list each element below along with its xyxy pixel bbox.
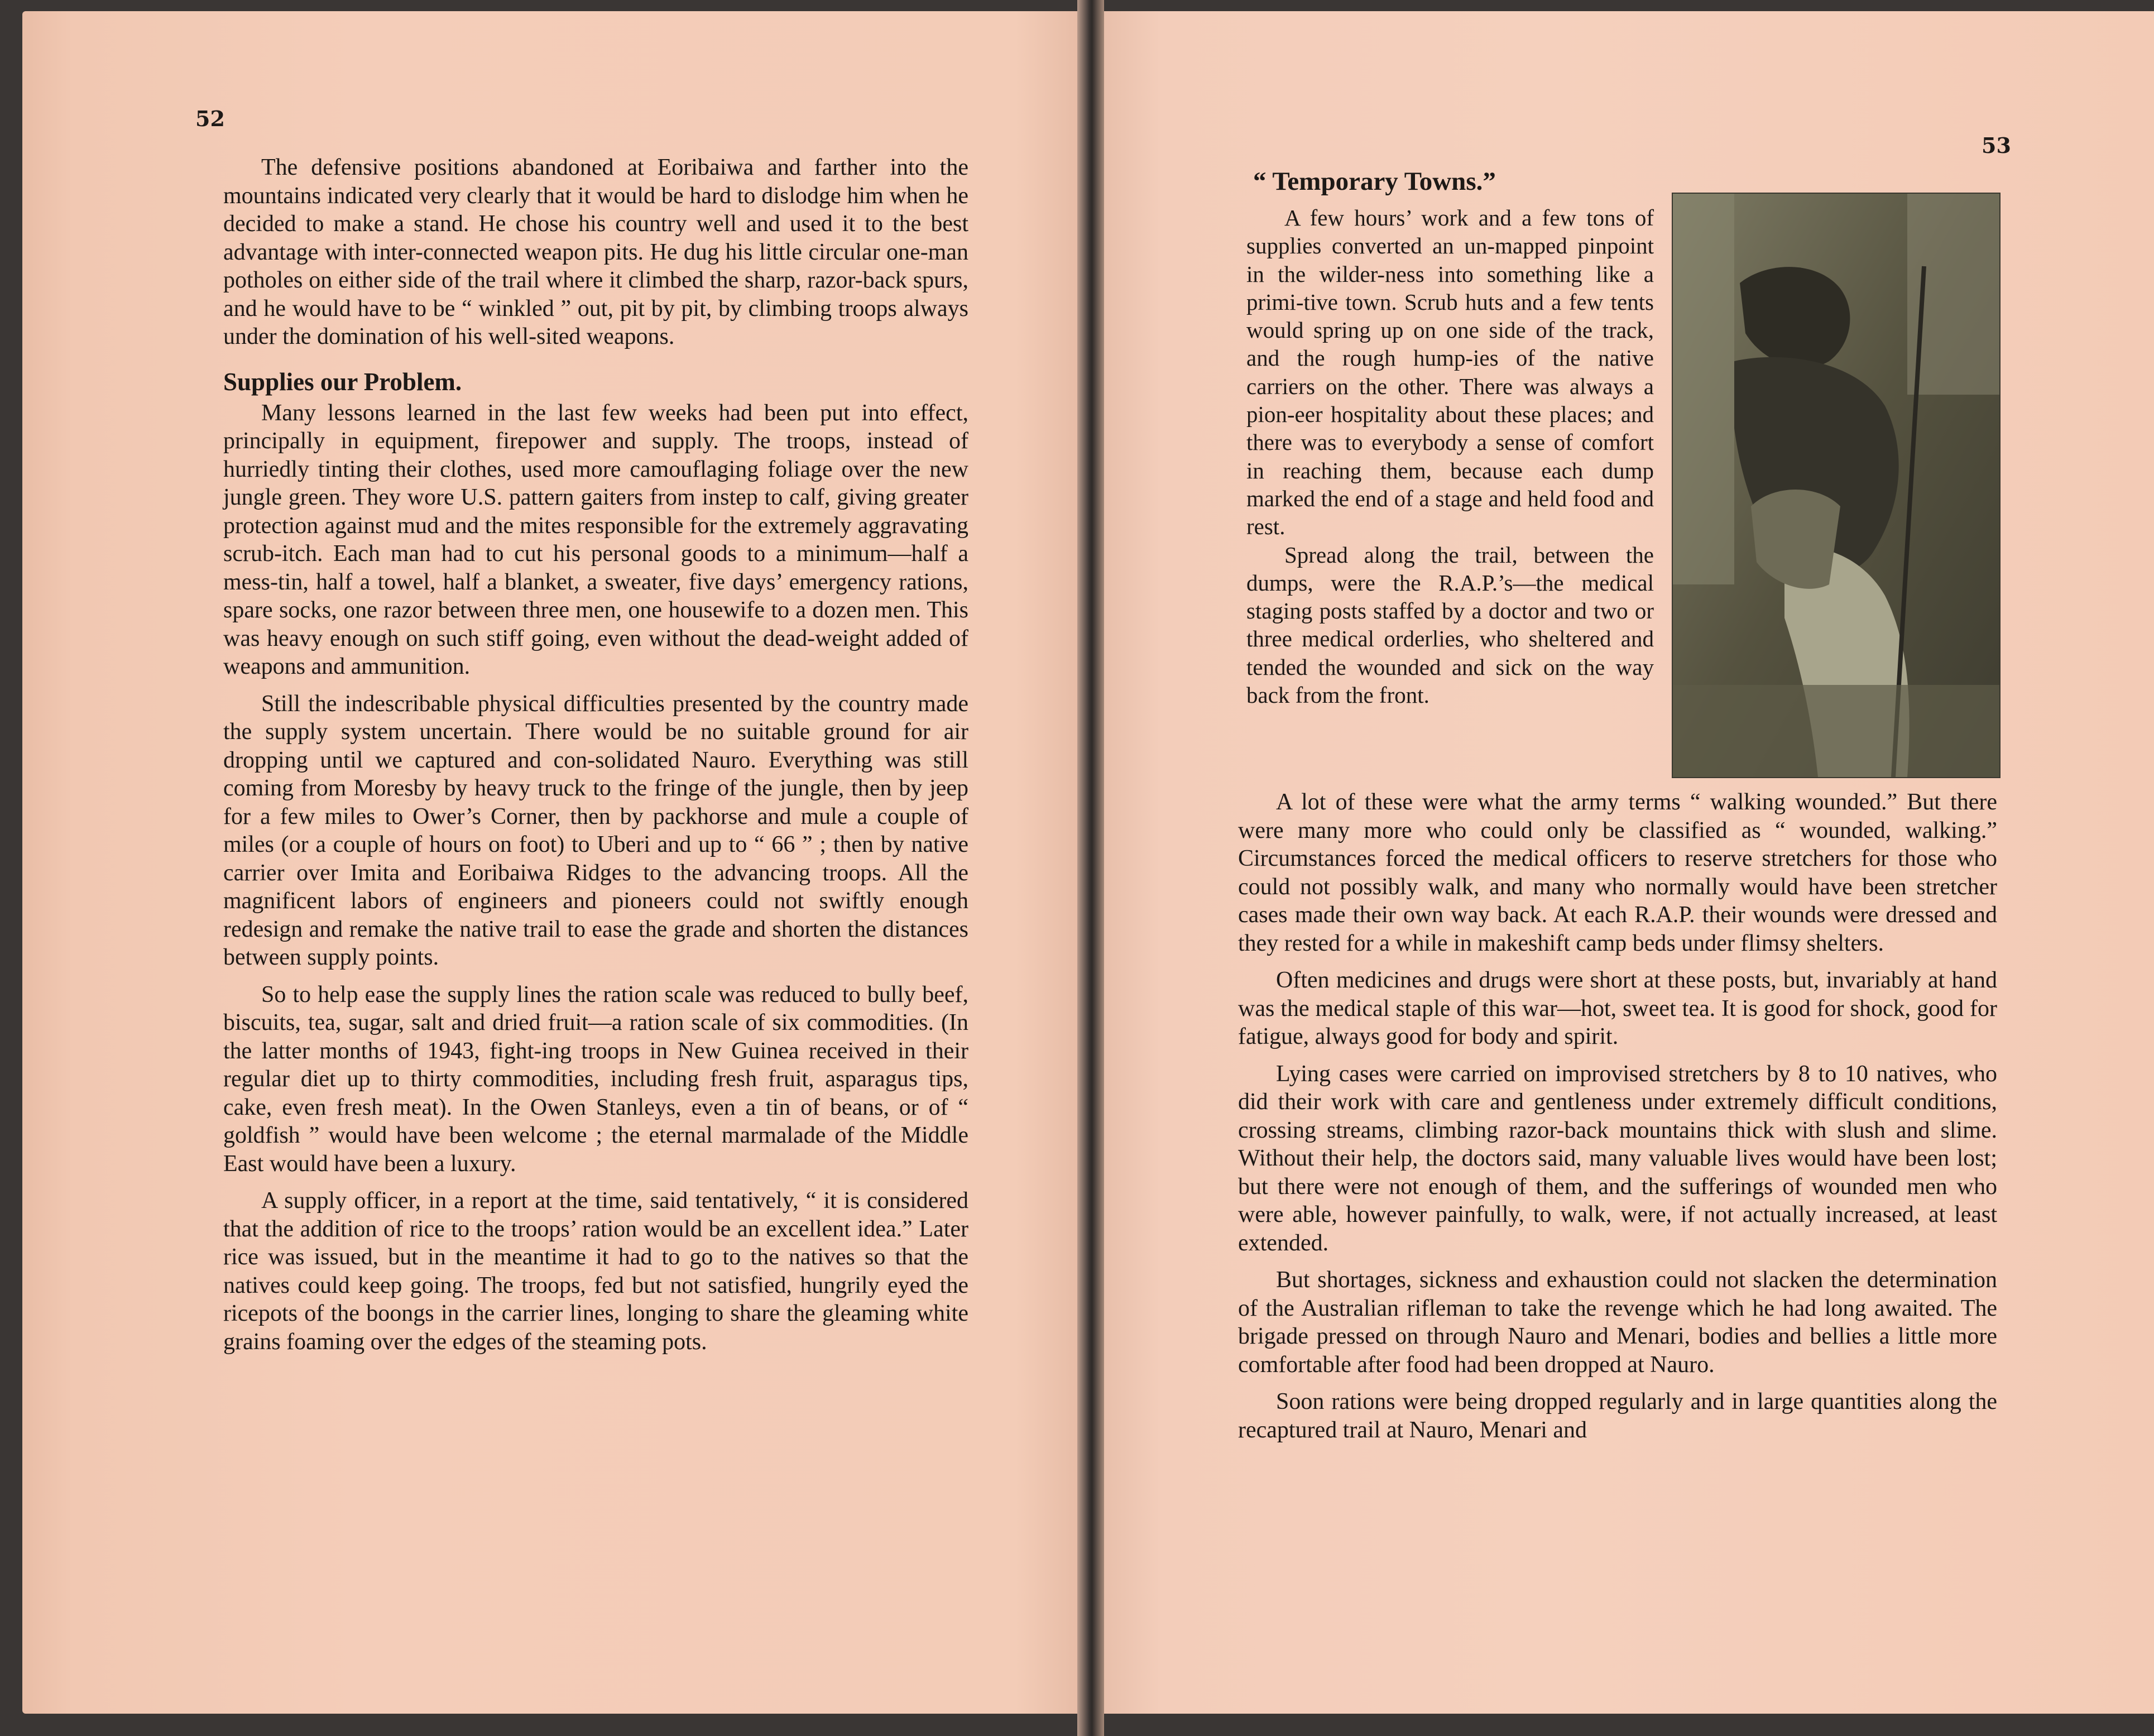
book-gutter (1077, 0, 1104, 1736)
paragraph: A supply officer, in a report at the time, said tentatively, “ it is considered that the addition of rice to the troops’ ration would be an excellent idea.” Later rice was issued, but in the meantime it had to go to the natives so that the natives could keep going. The troops, fed but not satisfied, hungrily eyed the ricepots of the boongs in the carrier lines, longing to share the gleaming white grains foaming over the edges of the steaming pots. (223, 1188, 968, 1355)
paragraph: The defensive positions abandoned at Eoribaiwa and farther into the mountains indicated very clearly that it would be hard to dislodge him when he decided to make a stand. He chose his country well and used it to the best advantage with inter-connected weapon pits. He dug his little circular one-man potholes on either side of the trail where it climbed the sharp, razor-back spurs, and he would have to be “ winkled ” out, pit by pit, by climbing troops always under the domination of his well-sited weapons. (223, 155, 968, 349)
photo-image (1673, 194, 1999, 777)
section-heading: “ Temporary Towns.” (1253, 167, 1496, 196)
paragraph: Spread along the trail, between the dumps, were the R.A.P.’s—the medical staging posts staffed by a doctor and two or three medical orderlies, who sheltered and tended the wounded and sick on the way back from the front. (1246, 541, 1654, 708)
paragraph: Often medicines and drugs were short at these posts, but, invariably at hand was the medical staple of this war—hot, sweet tea. It is good for shock, good for fatigue, always good for body and spirit. (1238, 967, 1997, 1049)
paragraph: A lot of these were what the army terms “ walking wounded.” But there were many more who could only be classified as “ wounded, walking.” Circumstances forced the medical officers to reserve stretchers for those who could not possibly walk, and many who normally would have been stretcher cases made their own way back. At each R.A.P. their wounds were dressed and they rested for a while in makeshift camp beds under flimsy shelters. (1238, 789, 1997, 956)
soldier-in-jungle-photo (1672, 193, 2001, 778)
paragraph: So to help ease the supply lines the ration scale was reduced to bully beef, biscuits, tea, sugar, salt and dried fruit—a ration scale of six commodities. (In the latter months of 1943, fight-ing troops in New Guinea received in their regular diet up to thirty commodities, including fresh fruit, asparagus tips, cake, even fresh meat). In the Owen Stanleys, even a tin of beans, or of “ goldfish ” would have been welcome ; the eternal marmalade of the Middle East would have been a luxury. (223, 981, 968, 1177)
section-heading: Supplies our Problem. (223, 367, 462, 396)
paragraph: A few hours’ work and a few tons of supplies converted an un-mapped pinpoint in the wilder-ness into something like a primi-tive town. Scrub huts and a few tents would spring up on one side of the track, and the rough hump-ies of the native carriers on the other. There was always a pion-eer hospitality about these places; and there was to everybody a sense of comfort in reaching them, because each dump marked the end of a stage and held food and rest. (1246, 205, 1654, 540)
paragraph: Many lessons learned in the last few weeks had been put into effect, principally in equipment, firepower and supply. The troops, instead of hurriedly tinting their clothes, used more camouflaging foliage over the new jungle green. They wore U.S. pattern gaiters from instep to calf, giving greater protection against mud and the mites responsible for the extremely aggravating scrub-itch. Each man had to cut his personal goods to a minimum—half a mess-tin, half a towel, half a blanket, a sweater, five days’ emergency rations, spare socks, one razor between three men, one housewife to a dozen men. This was heavy enough on such stiff going, even without the dead-weight added of weapons and ammunition. (223, 400, 968, 679)
right-text-column-narrow (1246, 204, 1654, 709)
paragraph: But shortages, sickness and exhaustion could not slacken the determination of the Australian rifleman to take the revenge which he had long awaited. The brigade pressed on through Nauro and Menari, bodies and bellies a little more comfortable after food had been dropped at Nauro. (1238, 1267, 1997, 1378)
page-number-left: 52 (195, 106, 225, 131)
left-text-column (223, 154, 968, 1356)
paragraph: Soon rations were being dropped regularly and in large quantities along the recaptured trail at Nauro, Menari and (1238, 1389, 1997, 1443)
right-text-column-wide (1238, 788, 1997, 1444)
page-number-right: 53 (1982, 133, 2011, 158)
paragraph: Lying cases were carried on improvised stretchers by 8 to 10 natives, who did their work with care and gentleness under extremely difficult conditions, crossing streams, climbing razor-back mountains thick with slush and slime. Without their help, the doctors said, many valuable lives would have been lost; but there were not enough of them, and the sufferings of wounded men who were able, however painfully, to walk, were, if not actually increased, at least extended. (1238, 1061, 1997, 1256)
paragraph: Still the indescribable physical difficulties presented by the country made the supply system uncertain. There would be no suitable ground for air dropping until we captured and con-solidated Nauro. Everything was still coming from Moresby by heavy truck to the fringe of the jungle, then by jeep for a few miles to Ower’s Corner, then by packhorse and mule a couple of miles (or a couple of hours on foot) to Uberi and up to “ 66 ” ; then by native carrier over Imita and Eoribaiwa Ridges to the advancing troops. All the magnificent labors of engineers and pioneers could not swiftly enough redesign and remake the native trail to ease the grade and shorten the distances between supply points. (223, 690, 968, 970)
